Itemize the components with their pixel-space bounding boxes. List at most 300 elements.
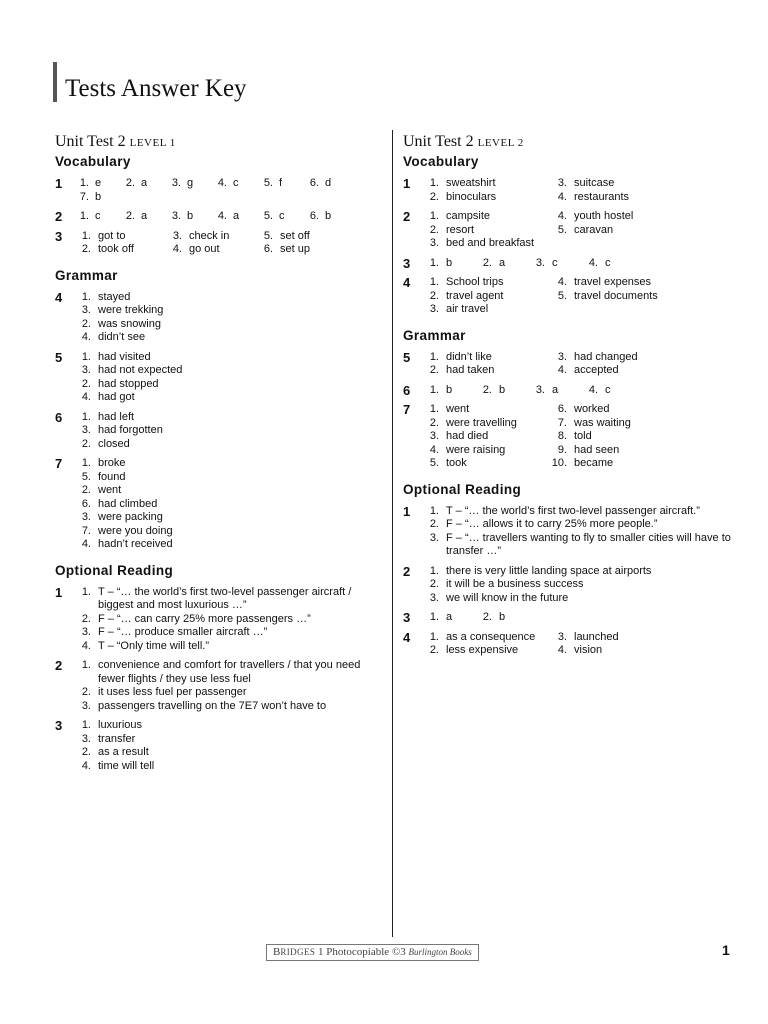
answer-text: sweatshirt xyxy=(446,177,496,189)
answer-text: check in xyxy=(189,229,230,242)
answer-text: restaurants xyxy=(574,190,630,203)
answer-item xyxy=(73,364,228,378)
answer-text: went xyxy=(446,403,470,415)
answer-text: travel agent xyxy=(446,289,504,302)
answer-number: 2. xyxy=(125,210,135,222)
answer-item xyxy=(73,304,228,318)
answer-number: 2. xyxy=(81,243,91,255)
answer-number: 2. xyxy=(482,611,492,623)
answer-item xyxy=(549,644,677,658)
answer-text: was waiting xyxy=(574,416,631,429)
answer-number: 1. xyxy=(81,290,91,303)
answer-number: 6. xyxy=(309,177,319,189)
page-number: 1 xyxy=(722,942,730,958)
answer-text: set up xyxy=(280,243,310,255)
answer-number: 3. xyxy=(171,210,181,222)
answer-item xyxy=(474,384,527,398)
answer-item xyxy=(421,303,549,317)
answer-text: c xyxy=(279,210,285,222)
answer-number: 3. xyxy=(81,364,91,376)
answer-text: T – “… the world’s first two-level passenger aircraft.” xyxy=(446,504,700,517)
answer-item xyxy=(421,611,474,625)
answer-item xyxy=(73,719,228,733)
answer-number: 3. xyxy=(81,626,91,638)
answer-number: 5. xyxy=(263,229,273,242)
answer-item xyxy=(549,290,677,304)
answer-text: didn’t like xyxy=(446,350,492,363)
answer-item xyxy=(73,391,228,405)
answer-number: 4. xyxy=(217,210,227,222)
answer-item xyxy=(73,626,380,640)
answer-number: 2. xyxy=(81,377,91,390)
answer-item xyxy=(549,303,677,317)
answer-text: F – “… produce smaller aircraft …” xyxy=(98,626,268,638)
reading-exercise-3: 3 1. a 2. b xyxy=(403,611,738,625)
answer-number: 1. xyxy=(81,410,91,423)
answer-item xyxy=(549,351,677,365)
answer-text: a xyxy=(552,383,559,396)
answer-item xyxy=(421,191,549,205)
answer-number: 1. xyxy=(429,276,439,288)
answer-item xyxy=(164,230,255,244)
exercise-6: 6 1. had left 3. had forgotten 2. closed xyxy=(55,411,380,452)
answer-number: 9. xyxy=(557,443,567,456)
answer-item xyxy=(474,257,527,271)
answer-number: 2. xyxy=(429,518,439,530)
answer-number: 6. xyxy=(557,403,567,415)
answer-number: 5. xyxy=(263,210,273,222)
answer-text: F – “… can carry 25% more passengers …” xyxy=(98,612,311,625)
answer-number: 3. xyxy=(171,177,181,189)
answer-item xyxy=(73,378,228,392)
section-grammar: Grammar xyxy=(55,267,118,283)
answer-number: 2. xyxy=(429,223,439,236)
answer-text: went xyxy=(98,484,122,496)
column-divider xyxy=(392,130,393,937)
answer-number: 4. xyxy=(557,190,567,203)
answer-item xyxy=(165,210,211,224)
answer-text: travel expenses xyxy=(574,276,652,288)
exercise-6: 6 1. b 2. b 3. a 4. c xyxy=(403,384,738,398)
answer-item xyxy=(421,505,738,519)
answer-text xyxy=(574,237,677,251)
answer-text: had taken xyxy=(446,364,495,376)
answer-number: 2. xyxy=(482,256,492,269)
section-vocabulary: Vocabulary xyxy=(55,154,131,169)
answer-item xyxy=(303,177,349,191)
answer-text: time will tell xyxy=(98,759,155,772)
answer-text: accepted xyxy=(574,364,619,376)
answer-text: passengers travelling on the 7E7 won’t have to xyxy=(98,699,327,712)
answer-item xyxy=(73,498,228,512)
answer-number: 7. xyxy=(79,190,89,203)
exercise-4: 4 1. School trips 4. travel expenses 2. travel agent 5. travel documents 3. air travel xyxy=(403,276,738,317)
answer-item xyxy=(421,532,738,559)
answer-text: we will know in the future xyxy=(446,591,569,604)
answer-item xyxy=(421,644,549,658)
answer-item xyxy=(421,290,549,304)
answer-number: 1. xyxy=(81,659,91,671)
exercise-3: 3 1. got to 3. check in 5. set off 2. took off 4. go out 6. set up xyxy=(55,230,380,257)
answer-text: got to xyxy=(98,229,126,242)
answer-text: suitcase xyxy=(574,177,615,189)
answer-item xyxy=(549,444,677,458)
answer-number: 2. xyxy=(81,437,91,450)
right-column xyxy=(403,132,738,658)
exercise-7: 7 1. went 6. worked 2. were travelling 7. was waiting 3. had died 8. told 4. were raising 9. had seen 5. took 10. became xyxy=(403,403,738,471)
answer-number: 2. xyxy=(81,686,91,698)
answer-item xyxy=(73,291,228,305)
answer-text: launched xyxy=(574,630,619,643)
answer-text: F – “… travellers wanting to fly to smaller cities will have to transfer …” xyxy=(446,531,731,557)
answer-text: youth hostel xyxy=(574,210,634,222)
answer-text: convenience and comfort for travellers / that you need fewer flights / they use less fuel xyxy=(98,659,361,685)
exercise-2: 2 1. c 2. a 3. b 4. a 5. c 6. b xyxy=(55,210,380,224)
answer-number: 3. xyxy=(81,304,91,316)
answer-number: 1. xyxy=(429,177,439,189)
answer-number: 2. xyxy=(429,578,439,590)
answer-number: 2. xyxy=(81,612,91,625)
answer-number: 7. xyxy=(557,416,567,429)
answer-text: transfer xyxy=(98,732,136,745)
answer-item xyxy=(549,364,677,378)
answer-text: didn’t see xyxy=(98,331,146,343)
answer-text: caravan xyxy=(574,223,614,236)
answer-item xyxy=(119,210,165,224)
answer-text: b xyxy=(446,256,453,269)
answer-text: b xyxy=(95,190,102,203)
answer-number: 6. xyxy=(263,243,273,255)
exercise-7: 7 1. broke 5. found 2. went 6. had climbed 3. were packing 7. were you doing 4. hadn’t received xyxy=(55,457,380,552)
answer-item xyxy=(421,224,549,238)
reading-exercise-3: 3 1. luxurious 3. transfer 2. as a result 4. time will tell xyxy=(55,719,380,773)
answer-number: 10. xyxy=(551,457,567,469)
answer-number: 3. xyxy=(557,350,567,363)
answer-item xyxy=(421,210,549,224)
answer-number: 1. xyxy=(81,229,91,242)
answer-item xyxy=(421,631,549,645)
answer-number: 4. xyxy=(557,364,567,376)
exercise-2: 2 1. campsite 4. youth hostel 2. resort 5. caravan 3. bed and breakfast xyxy=(403,210,738,251)
level-label: LEVEL 2 xyxy=(477,137,524,149)
answer-item xyxy=(549,224,677,238)
answer-text: set off xyxy=(280,229,310,242)
answer-text: T – “Only time will tell.” xyxy=(98,639,210,652)
answer-number: 3. xyxy=(429,303,439,315)
answer-text: T – “… the world’s first two-level passenger aircraft / biggest and most luxurious …” xyxy=(98,585,352,611)
answer-text: luxurious xyxy=(98,719,143,731)
answer-number: 4. xyxy=(81,391,91,403)
answer-text: School trips xyxy=(446,276,504,288)
answer-text: air travel xyxy=(446,303,489,315)
answer-item xyxy=(73,613,380,627)
answer-item xyxy=(73,538,228,552)
page-title: Tests Answer Key xyxy=(65,75,247,102)
answer-text: b xyxy=(499,383,506,396)
answer-item xyxy=(421,444,549,458)
answer-number: 4. xyxy=(81,759,91,772)
answer-number: 3. xyxy=(81,424,91,436)
answer-item xyxy=(73,177,119,191)
answer-number: 2. xyxy=(429,364,439,376)
left-column xyxy=(55,132,380,773)
answer-text: had changed xyxy=(574,350,638,363)
answer-text: had got xyxy=(98,391,135,403)
unit-label: Unit Test 2 xyxy=(55,133,126,150)
answer-text: bed and breakfast xyxy=(446,237,535,249)
answer-item xyxy=(73,331,228,345)
answer-item xyxy=(421,276,549,290)
answer-item xyxy=(73,411,228,425)
answer-text: took xyxy=(446,457,467,469)
answer-number: 1. xyxy=(79,177,89,189)
exercise-4: 4 1. stayed 3. were trekking 2. was snowing 4. didn’t see xyxy=(55,291,380,345)
answer-item xyxy=(421,578,738,592)
answer-item xyxy=(73,686,380,700)
answer-number: 3. xyxy=(557,630,567,643)
answer-item xyxy=(549,457,677,471)
exercise-5: 5 1. had visited 3. had not expected 2. had stopped 4. had got xyxy=(55,351,380,405)
answer-text: had died xyxy=(446,430,489,442)
answer-item xyxy=(73,746,228,760)
answer-text: there is very little landing space at airports xyxy=(446,564,652,577)
answer-number: 4. xyxy=(588,383,598,396)
answer-text: d xyxy=(325,177,332,189)
unit-heading-level2 xyxy=(403,132,738,153)
answer-text: travel documents xyxy=(574,289,658,302)
reading-exercise-1: 1 1. T – “… the world’s first two-level passenger aircraft.” 2. F – “… allows it to carry 25% more people.” 3. F – “… travellers wanting to fly to smaller cities will have to transfer …” xyxy=(403,505,738,559)
answer-number: 3. xyxy=(81,511,91,523)
answer-text: were trekking xyxy=(98,304,164,316)
answer-item xyxy=(421,384,474,398)
answer-number: 6. xyxy=(81,497,91,510)
answer-number: 4. xyxy=(81,639,91,652)
answer-item xyxy=(73,511,228,525)
answer-number: 1. xyxy=(81,457,91,469)
answer-text: were packing xyxy=(98,511,163,523)
answer-item xyxy=(73,438,228,452)
answer-number: 2. xyxy=(429,416,439,429)
answer-text: F – “… allows it to carry 25% more people.” xyxy=(446,518,658,530)
answer-item xyxy=(421,364,549,378)
answer-item xyxy=(549,177,677,191)
answer-item xyxy=(421,257,474,271)
answer-text: a xyxy=(141,177,148,189)
answer-number: 2. xyxy=(81,317,91,330)
answer-number xyxy=(549,237,574,251)
answer-number: 4. xyxy=(557,644,567,656)
answer-item xyxy=(580,384,633,398)
answer-item xyxy=(73,210,119,224)
answer-number: 4. xyxy=(557,210,567,222)
answer-number: 2. xyxy=(429,644,439,656)
answer-text: became xyxy=(574,457,614,469)
answer-item xyxy=(549,191,677,205)
answer-number: 5. xyxy=(81,470,91,483)
answer-item xyxy=(421,403,549,417)
answer-number: 4. xyxy=(429,443,439,456)
answer-number: 3. xyxy=(172,229,182,242)
answer-number: 5. xyxy=(263,177,273,189)
answer-text: b xyxy=(325,210,332,222)
answer-number: 5. xyxy=(557,289,567,302)
answer-item xyxy=(549,631,677,645)
answer-item xyxy=(303,210,349,224)
answer-number: 1. xyxy=(81,350,91,363)
answer-item xyxy=(549,276,677,290)
answer-number: 4. xyxy=(557,276,567,288)
answer-item xyxy=(73,586,380,613)
answer-item xyxy=(73,484,228,498)
reading-exercise-1: 1 1. T – “… the world’s first two-level passenger aircraft / biggest and most luxurious …” 2. F – “… can carry 25% more passengers …” 3. F – “… produce smaller aircraft …” 4. T – “Only time will tell.” xyxy=(55,586,380,654)
answer-text xyxy=(574,303,677,317)
answer-text: hadn’t received xyxy=(98,538,173,550)
answer-text: b xyxy=(187,210,194,222)
section-vocabulary: Vocabulary xyxy=(403,154,479,169)
answer-item xyxy=(421,457,549,471)
answer-item xyxy=(73,525,228,539)
answer-item xyxy=(527,384,580,398)
answer-number: 4. xyxy=(217,177,227,189)
answer-number: 3. xyxy=(557,177,567,189)
answer-number: 1. xyxy=(429,611,439,623)
answer-text: had visited xyxy=(98,350,151,363)
answer-text: it uses less fuel per passenger xyxy=(98,686,247,698)
answer-item xyxy=(421,430,549,444)
answer-item xyxy=(257,210,303,224)
answer-number: 4. xyxy=(81,331,91,343)
answer-text: found xyxy=(98,470,126,483)
answer-number: 1. xyxy=(429,630,439,643)
reading-exercise-2: 2 1. convenience and comfort for travellers / that you need fewer flights / they use less fuel 2. it uses less fuel per passenger 3. passengers travelling on the 7E7 won’t have to xyxy=(55,659,380,713)
answer-number: 3. xyxy=(429,531,439,544)
answer-number: 1. xyxy=(429,504,439,517)
answer-item xyxy=(73,733,228,747)
answer-item xyxy=(73,318,228,332)
exercise-1: 1 1. e 2. a 3. g 4. c 5. f 6. d 7. b xyxy=(55,177,380,204)
exercise-5: 5 1. didn’t like 3. had changed 2. had taken 4. accepted xyxy=(403,351,738,378)
answer-text: were raising xyxy=(446,443,506,456)
answer-item xyxy=(549,403,677,417)
answer-text: had stopped xyxy=(98,377,159,390)
answer-text: had forgotten xyxy=(98,424,163,436)
answer-item xyxy=(421,592,738,606)
answer-number: 2. xyxy=(429,289,439,302)
answer-number: 1. xyxy=(429,210,439,222)
answer-number: 1. xyxy=(429,564,439,577)
answer-item xyxy=(73,424,228,438)
answer-text: c xyxy=(552,256,558,269)
answer-item xyxy=(73,243,164,257)
answer-text: a xyxy=(446,611,453,623)
answer-number: 1. xyxy=(79,210,89,222)
answer-item xyxy=(421,177,549,191)
answer-text: resort xyxy=(446,223,475,236)
answer-number: 3. xyxy=(429,237,439,249)
answer-text: was snowing xyxy=(98,317,161,330)
exercise-1: 1 1. sweatshirt 3. suitcase 2. binoculars 4. restaurants xyxy=(403,177,738,204)
answer-item xyxy=(549,430,677,444)
section-optional-reading: Optional Reading xyxy=(55,562,174,578)
answer-number: 7. xyxy=(81,524,91,537)
section-optional-reading: Optional Reading xyxy=(403,481,522,497)
answer-number: 2. xyxy=(125,177,135,189)
answer-number: 1. xyxy=(81,585,91,598)
answer-text: broke xyxy=(98,457,126,469)
answer-text: closed xyxy=(98,437,130,450)
answer-item xyxy=(73,351,228,365)
answer-item xyxy=(421,237,549,251)
answer-number: 4. xyxy=(81,538,91,550)
answer-item xyxy=(73,457,228,471)
answer-number: 3. xyxy=(429,430,439,442)
answer-item xyxy=(549,210,677,224)
answer-item xyxy=(211,210,257,224)
answer-number: 3. xyxy=(429,591,439,604)
answer-number: 8. xyxy=(557,430,567,442)
answer-item xyxy=(73,640,380,654)
answer-item xyxy=(421,518,738,532)
answer-number: 4. xyxy=(588,256,598,269)
answer-text: c xyxy=(233,177,239,189)
level-label: LEVEL 1 xyxy=(129,137,176,149)
answer-item xyxy=(421,417,549,431)
answer-text: as a consequence xyxy=(446,630,536,643)
answer-item xyxy=(549,417,677,431)
answer-item xyxy=(474,611,527,625)
answer-number: 1. xyxy=(429,350,439,363)
answer-text: had left xyxy=(98,410,135,423)
answer-number: 2. xyxy=(81,484,91,496)
answer-text: were you doing xyxy=(98,524,173,537)
answer-text: had climbed xyxy=(98,497,158,510)
unit-label: Unit Test 2 xyxy=(403,133,474,150)
answer-number: 6. xyxy=(309,210,319,222)
reading-exercise-2: 2 1. there is very little landing space at airports 2. it will be a business success 3. we will know in the future xyxy=(403,565,738,606)
answer-item xyxy=(73,659,380,686)
answer-text: a xyxy=(141,210,148,222)
answer-text: c xyxy=(605,383,611,396)
answer-item xyxy=(211,177,257,191)
answer-number: 2. xyxy=(429,190,439,203)
answer-number: 1. xyxy=(429,383,439,396)
answer-text: were travelling xyxy=(446,416,517,429)
answer-number: 1. xyxy=(81,719,91,731)
answer-text: less expensive xyxy=(446,644,519,656)
section-grammar: Grammar xyxy=(403,327,466,343)
answer-item xyxy=(164,243,255,257)
answer-text: b xyxy=(446,383,453,396)
answer-text: stayed xyxy=(98,290,131,303)
answer-text: c xyxy=(605,256,611,269)
answer-number: 2. xyxy=(482,383,492,396)
answer-item xyxy=(73,230,164,244)
answer-text: c xyxy=(95,210,101,222)
answer-text: b xyxy=(499,611,506,623)
answer-item xyxy=(255,243,346,257)
answer-number xyxy=(549,303,574,317)
answer-text: a xyxy=(499,256,506,269)
answer-text: f xyxy=(279,177,283,189)
answer-number: 3. xyxy=(535,256,545,269)
answer-text: as a result xyxy=(98,746,149,758)
answer-text: had not expected xyxy=(98,364,183,376)
answer-text: binoculars xyxy=(446,190,497,203)
answer-item xyxy=(421,351,549,365)
unit-heading-level1 xyxy=(55,132,380,153)
answer-item xyxy=(73,191,119,205)
answer-item xyxy=(119,177,165,191)
